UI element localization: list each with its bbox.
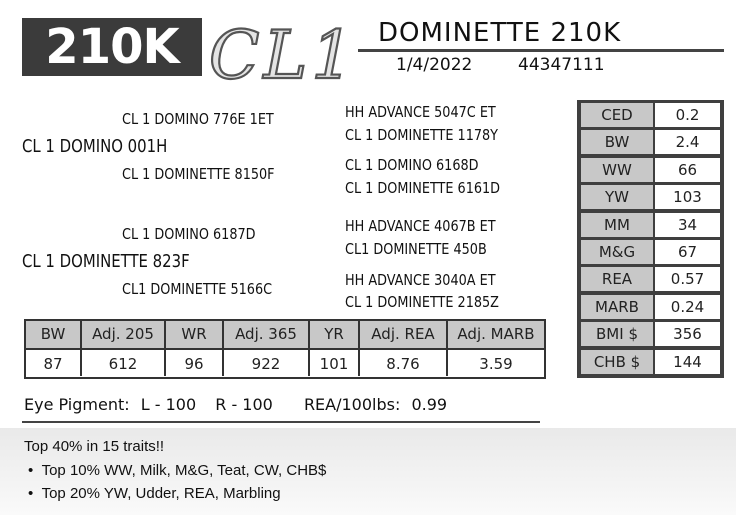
section-divider	[22, 421, 540, 423]
epd-row-mm	[581, 213, 720, 237]
dam-sire: CL 1 DOMINO 6187D	[122, 225, 256, 243]
logo-lettering: CL1	[209, 17, 358, 86]
epd-label: CED	[581, 103, 653, 127]
sire-dam: CL 1 DOMINETTE 8150F	[122, 165, 275, 183]
epd-label: BW	[581, 130, 653, 154]
epd-label: MM	[581, 213, 653, 237]
notes-item	[28, 462, 326, 479]
rea-per-100-value: 0.99	[411, 395, 448, 414]
perf-header: Adj. MARB	[448, 321, 544, 348]
dam-dam: CL1 DOMINETTE 5166C	[122, 280, 273, 298]
epd-value: 66	[655, 158, 720, 182]
epd-value: 144	[655, 350, 720, 374]
epd-value: 34	[655, 213, 720, 237]
epd-label: YW	[581, 185, 653, 209]
perf-header: Adj. 205	[82, 321, 166, 348]
eye-pigment-left: L - 100	[140, 395, 197, 414]
epd-row-ww	[581, 158, 720, 182]
epd-row-mg	[581, 240, 720, 264]
title-underline	[358, 49, 724, 52]
epd-value: 0.2	[655, 103, 720, 127]
perf-value: 612	[82, 348, 166, 376]
perf-value: 922	[224, 348, 310, 376]
epd-row-marb	[581, 295, 720, 319]
epd-row-bmi	[581, 322, 720, 346]
sire-dam-sire: CL 1 DOMINO 6168D	[345, 156, 479, 174]
sire-sire: CL 1 DOMINO 776E 1ET	[122, 110, 274, 128]
perf-value: 3.59	[448, 348, 544, 376]
notes-item-text: Top 20% YW, Udder, REA, Marbling	[41, 485, 281, 502]
dam-sire-dam: CL1 DOMINETTE 450B	[345, 240, 487, 258]
tag-number-box: 210K	[22, 18, 202, 76]
dam: CL 1 DOMINETTE 823F	[22, 251, 190, 272]
epd-value: 0.24	[655, 295, 720, 319]
epd-row-rea	[581, 267, 720, 291]
epd-value: 103	[655, 185, 720, 209]
bullet-icon: •	[28, 462, 42, 479]
epd-value: 2.4	[655, 130, 720, 154]
sire: CL 1 DOMINO 001H	[22, 136, 168, 157]
rea-per-100-label: REA/100lbs:	[303, 395, 401, 414]
cl1-logo	[205, 8, 365, 86]
epd-table	[577, 100, 724, 378]
sire-dam-dam: CL 1 DOMINETTE 6161D	[345, 179, 501, 197]
perf-header: YR	[310, 321, 360, 348]
notes-item-text: Top 10% WW, Milk, M&G, Teat, CW, CHB$	[41, 462, 327, 479]
dam-dam-dam: CL 1 DOMINETTE 2185Z	[345, 293, 499, 311]
epd-row-chb	[581, 350, 720, 374]
dam-dam-sire: HH ADVANCE 3040A ET	[345, 271, 496, 289]
epd-label: MARB	[581, 295, 653, 319]
notes-headline: Top 40% in 15 traits!!	[24, 438, 165, 455]
sire-sire-dam: CL 1 DOMINETTE 1178Y	[345, 126, 499, 144]
epd-row-yw	[581, 185, 720, 209]
epd-row-bw	[581, 130, 720, 154]
perf-header: WR	[166, 321, 224, 348]
dam-sire-sire: HH ADVANCE 4067B ET	[345, 217, 496, 235]
epd-value: 0.57	[655, 267, 720, 291]
performance-table	[24, 319, 546, 379]
eye-pigment-line	[24, 395, 453, 414]
epd-value: 67	[655, 240, 720, 264]
epd-label: BMI $	[581, 322, 653, 346]
epd-label: REA	[581, 267, 653, 291]
perf-header: BW	[26, 321, 82, 348]
sire-sire-sire: HH ADVANCE 5047C ET	[345, 103, 496, 121]
perf-value: 101	[310, 348, 360, 376]
perf-header: Adj. REA	[360, 321, 448, 348]
birth-date: 1/4/2022	[396, 55, 473, 75]
epd-label: CHB $	[581, 350, 653, 374]
perf-value: 96	[166, 348, 224, 376]
perf-value: 87	[26, 348, 82, 376]
bullet-icon: •	[28, 485, 42, 502]
perf-header: Adj. 365	[224, 321, 310, 348]
epd-value: 356	[655, 322, 720, 346]
registration-number: 44347111	[518, 55, 605, 75]
eye-pigment-label: Eye Pigment:	[24, 395, 130, 414]
eye-pigment-right: R - 100	[215, 395, 273, 414]
epd-label: WW	[581, 158, 653, 182]
epd-row-ced	[581, 103, 720, 127]
animal-name: DOMINETTE 210K	[378, 18, 622, 48]
notes-item	[28, 485, 281, 502]
epd-label: M&G	[581, 240, 653, 264]
perf-value: 8.76	[360, 348, 448, 376]
